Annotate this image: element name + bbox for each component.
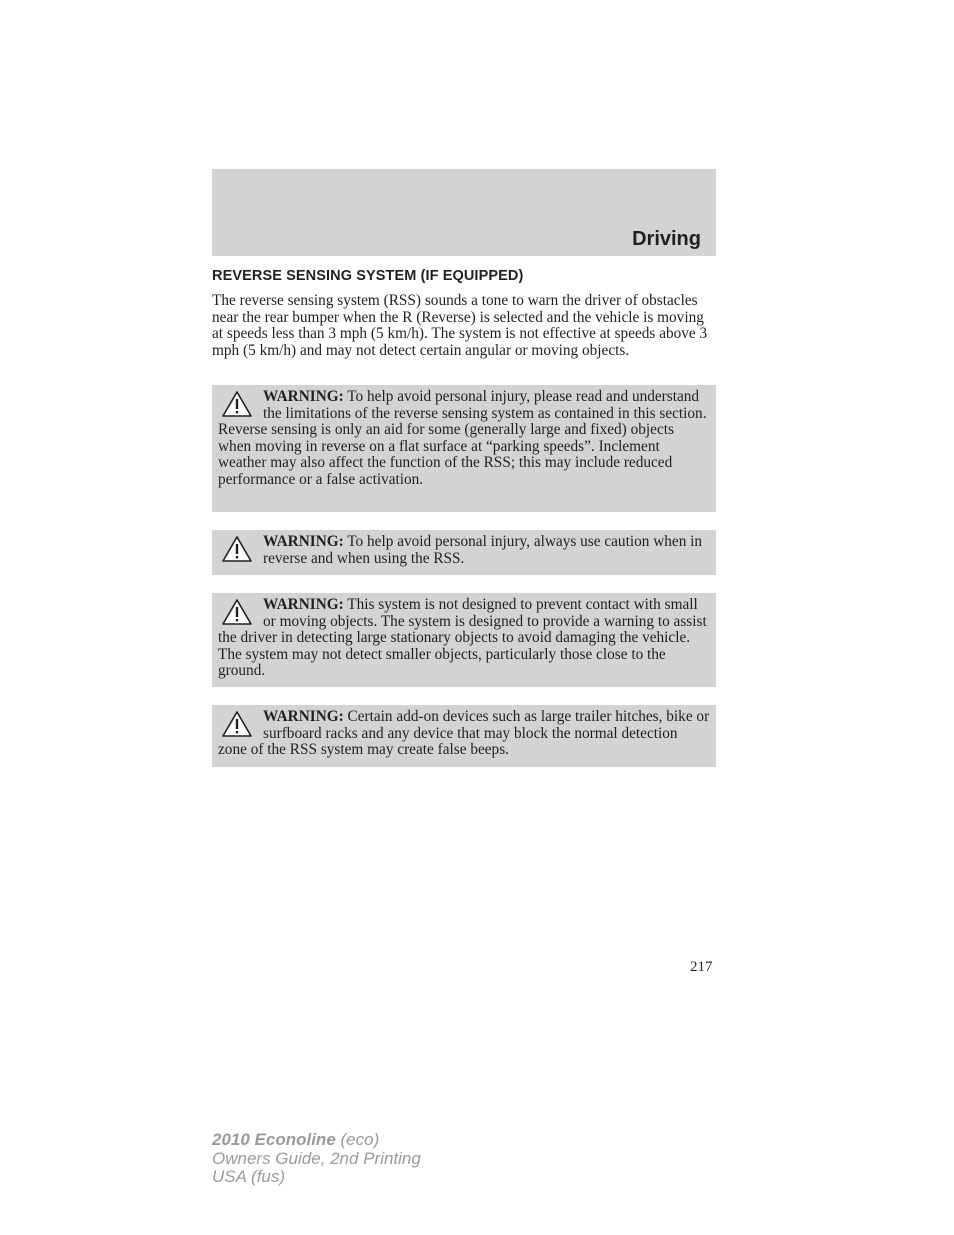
intro-paragraph: The reverse sensing system (RSS) sounds a tone to warn the driver of obstacles near the rear bumper when the R (Reverse) is selected and the vehicle is moving at speeds less than 3 mph (5 km/h). The system is not effective at speeds above 3 mph (5 km/h) and may not detect certain angular or moving objects. — [212, 292, 708, 359]
warning-label: WARNING: — [263, 388, 344, 405]
warning-box-1 — [212, 385, 716, 512]
warning-label: WARNING: — [263, 596, 344, 613]
warning-box-2 — [212, 530, 716, 575]
footer-line-model — [212, 1131, 421, 1150]
warning-box-3 — [212, 593, 716, 687]
warning-triangle-icon — [221, 710, 253, 738]
chapter-title: Driving — [632, 228, 701, 250]
warning-label: WARNING: — [263, 708, 344, 725]
warning-text: To help avoid personal injury, please read and understand the limitations of the reverse sensing system as contained in this section. Reverse sensing is only an aid for some (generally large and fixed) objects when moving in reverse on a flat surface at “parking speeds”. Inclement weather may also affect the function of the RSS; this may include reduced performance or a false activation. — [218, 388, 707, 488]
warning-triangle-icon — [221, 598, 253, 626]
footer-market-name: USA — [212, 1167, 247, 1186]
footer-line-market — [212, 1168, 421, 1187]
section-heading: REVERSE SENSING SYSTEM (IF EQUIPPED) — [212, 268, 524, 284]
warning-triangle-icon — [221, 390, 253, 418]
footer-model-code: (eco) — [335, 1130, 380, 1149]
warning-box-4 — [212, 705, 716, 767]
warning-label: WARNING: — [263, 533, 344, 550]
footer-line-guide: Owners Guide, 2nd Printing — [212, 1148, 421, 1168]
footer-market-code: (fus) — [246, 1167, 286, 1186]
document-footer — [212, 1131, 421, 1187]
warning-text: This system is not designed to prevent contact with small or moving objects. The system is designed to provide a warning to assist the driver in detecting large stationary objects to avoid damaging the vehicle. The system may not detect smaller objects, particularly those close to the ground. — [218, 596, 707, 680]
warning-text: To help avoid personal injury, always use caution when in reverse and when using the RSS. — [263, 533, 703, 567]
chapter-header-band — [212, 169, 716, 256]
page-number: 217 — [690, 959, 713, 975]
warning-text: Certain add-on devices such as large trailer hitches, bike or surfboard racks and any device that may block the normal detection zone of the RSS system may create false beeps. — [218, 708, 710, 759]
warning-triangle-icon — [221, 535, 253, 563]
footer-model-name: 2010 Econoline — [212, 1130, 336, 1149]
